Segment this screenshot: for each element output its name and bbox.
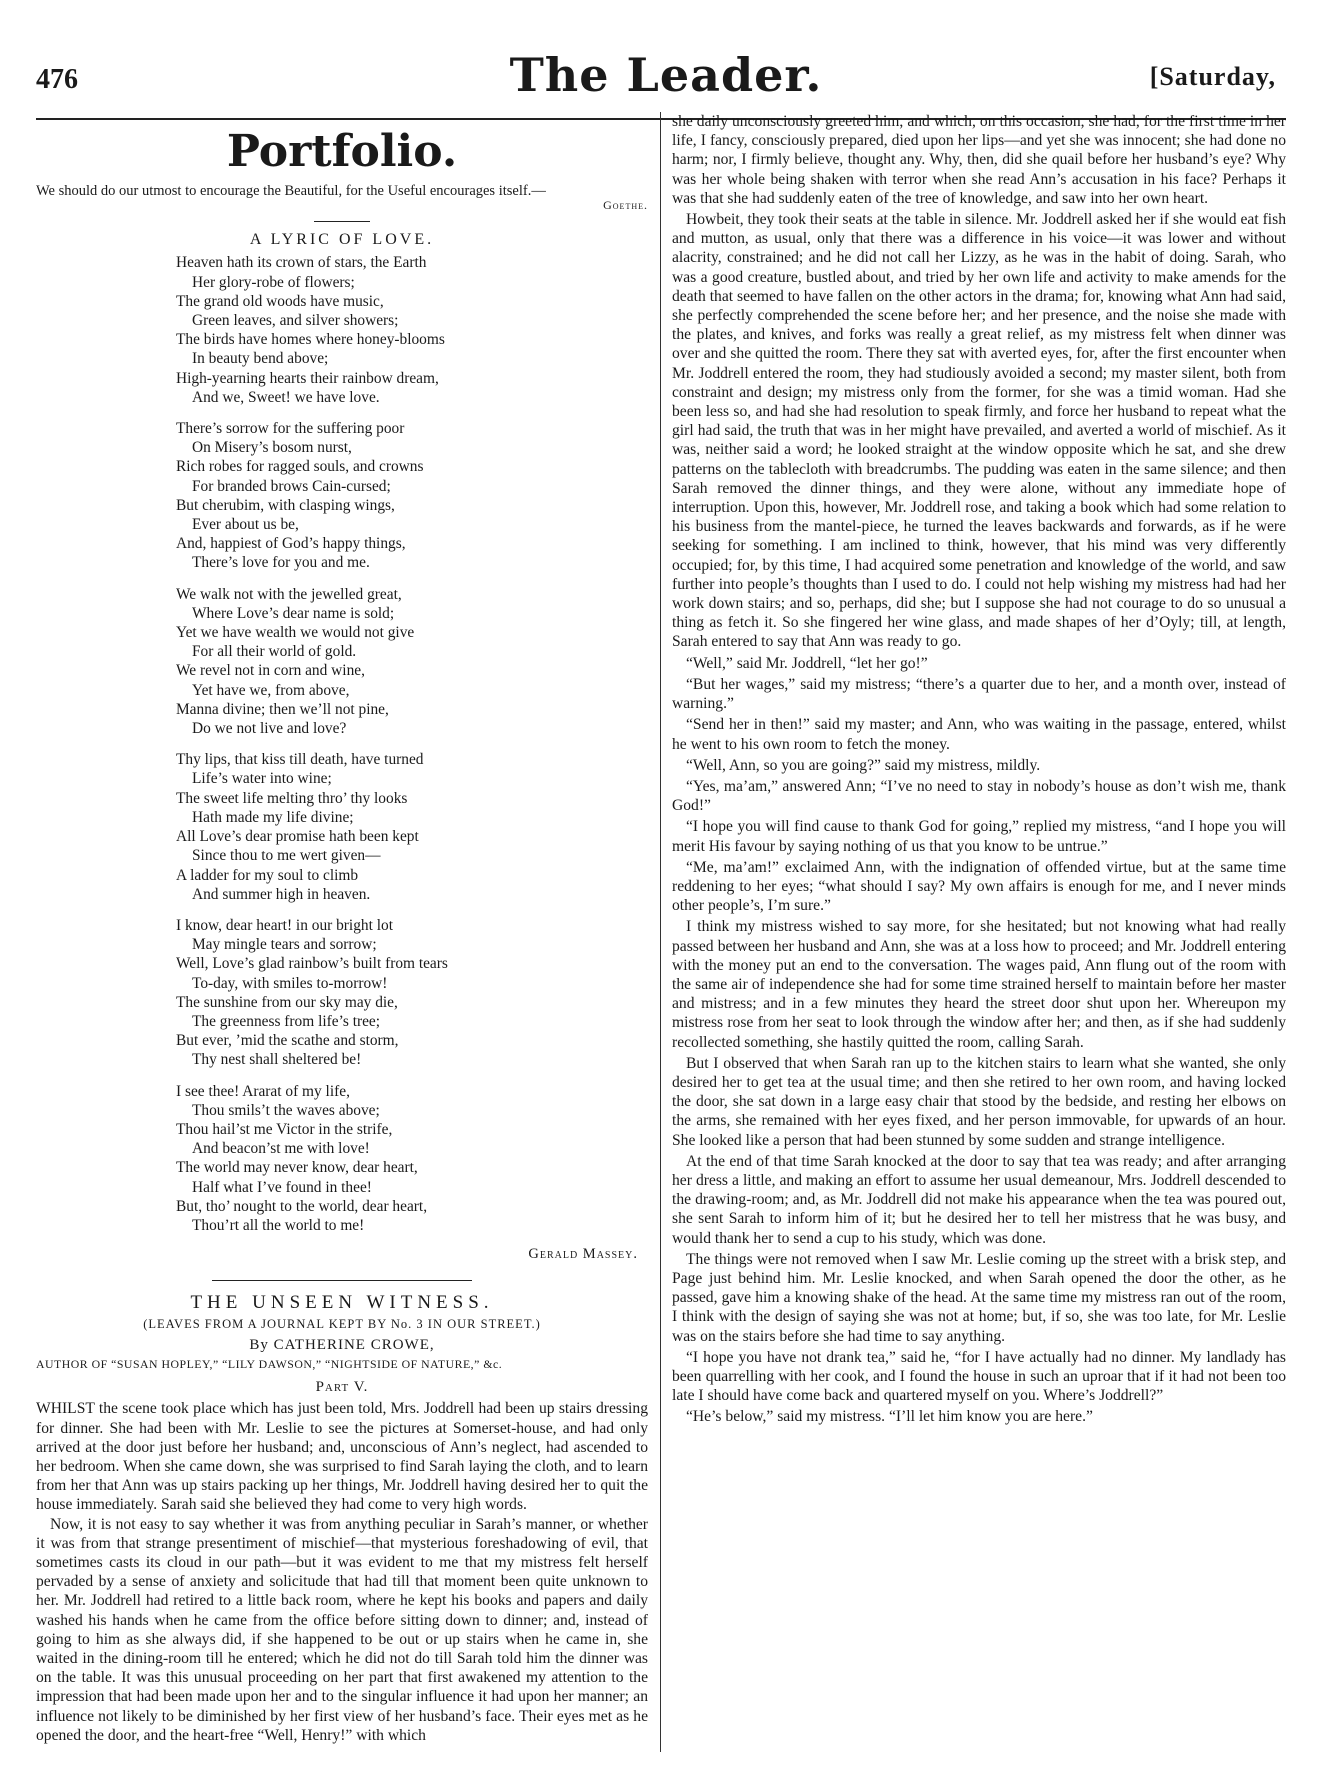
poem-line: Where Love’s dear name is sold; [192, 604, 395, 622]
poem-line: Thou’rt all the world to me! [192, 1216, 365, 1234]
poem-line: I know, dear heart! in our bright lot [176, 916, 393, 934]
story-paragraph: “Well,” said Mr. Joddrell, “let her go!” [686, 654, 928, 672]
column-divider [660, 112, 661, 1752]
epigraph: We should do our utmost to encourage the Beautiful, for the Useful encourages itself.— [36, 183, 546, 199]
story-paragraph: “I hope you have not drank tea,” said he, “for I have actually had no dinner. My landlady has been quarrelling with her cook, and I found the house in such an uproar that if it had not been too late I should have come back and quartered myself on you. Where’s Joddrell?” [672, 1348, 1286, 1405]
poem-line: Ever about us be, [192, 516, 299, 534]
poem-line: And, happiest of God’s happy things, [176, 535, 406, 553]
poem-stanza [176, 750, 648, 904]
story-body-left [36, 1399, 648, 1745]
poem-line: The grand old woods have music, [176, 292, 384, 310]
poem-line: The greenness from life’s tree; [192, 1012, 381, 1030]
poem-line: But ever, ’mid the scathe and storm, [176, 1032, 399, 1050]
poem-line: All Love’s dear promise hath been kept [176, 828, 419, 846]
poem-line: Her glory-robe of flowers; [192, 273, 355, 291]
poem-stanza [176, 253, 648, 407]
poem-line: Well, Love’s glad rainbow’s built from tears [176, 955, 448, 973]
poem-line: There’s love for you and me. [192, 554, 370, 572]
story-paragraph: The things were not removed when I saw Mr. Leslie coming up the street with a brisk step, and Page just behind him. Mr. Leslie knocked, and when Sarah opened the door the other, as he passed, gave him a knowing shake of the head. At the same time my mistress ran out of the room, I think with the design of saying she was not at home; but, if so, she was too late, for Mr. Leslie was on the stairs before she had time to say anything. [672, 1250, 1286, 1345]
poem-line: We revel not in corn and wine, [176, 662, 365, 680]
story-paragraph: “Send her in then!” said my master; and Ann, who was waiting in the passage, entered, whilst he went to his own room to fetch the money. [672, 716, 1286, 753]
page-number: 476 [36, 64, 78, 95]
epigraph-author: Goethe. [603, 198, 648, 212]
poem-line: May mingle tears and sorrow; [192, 936, 377, 954]
poem-line: Since thou to me wert given— [192, 847, 381, 865]
poem-line: Do we not live and love? [192, 720, 347, 738]
poem-line: Green leaves, and silver showers; [192, 312, 399, 330]
story-part: Part V. [315, 1379, 369, 1396]
poem-line: To-day, with smiles to-morrow! [192, 974, 388, 992]
story-paragraph: “Me, ma’am!” exclaimed Ann, with the indignation of offended virtue, but at the same time reddening to her eyes; “what should I say? My own affairs is enough for me, and I never minds other people’s, I’m sure.” [672, 858, 1286, 915]
poem-line: And summer high in heaven. [192, 885, 371, 903]
story-paragraph: But I observed that when Sarah ran up to the kitchen stairs to learn what she wanted, she only desired her to get tea at the usual time; and then she retired to her own room, and having locked the door, she sat down in a large easy chair that stood by the bedside, and resting her elbows on the arms, she remained with her eyes fixed, and her person immovable, for upwards of an hour. She looked like a person that had been stunned by some sudden and strange intelligence. [672, 1054, 1286, 1149]
poem-stanza [176, 419, 648, 573]
poem-line: Rich robes for ragged souls, and crowns [176, 458, 424, 476]
poem-stanza [176, 1082, 648, 1236]
poem-line: Thy nest shall sheltered be! [192, 1051, 362, 1069]
story-paragraph: Now, it is not easy to say whether it was from anything peculiar in Sarah’s manner, or whether it was from that strange presentiment of mischief—that mysterious foreshadowing of evil, that sometimes casts its cloud in our path—but it was evident to me that my mistress felt herself pervaded by a sense of anxiety and solicitude that had till that moment been quite unknown to her. Mr. Joddrell had retired to a little back room, where he kept his books and papers and daily washed his hands when he came from the office before sitting down to dinner; and, instead of going to him as she always did, if she happened to be out or up stairs when he came in, she waited in the dining-room till he entered; which he did not do till Sarah told him the dinner was on the table. It was this unusual proceeding on her part that first awakened my attention to the impression that had been made upon her and to the singular influence it had upon her manner; an influence not likely to be diminished by her first view of her husband’s face. Their eyes met as he opened the door, and the heart-free “Well, Henry!” with which [36, 1515, 648, 1744]
story-paragraph: WHILST the scene took place which has just been told, Mrs. Joddrell had been up stairs dressing for dinner. She had been with Mr. Leslie to see the pictures at Somerset-house, and had only arrived at the door just before her husband; and, unconscious of Ann’s neglect, had ascended to her bedroom. When she came down, she was surprised to find Sarah laying the cloth, and to learn from her that Ann was up stairs packing up her things, Mr. Joddrell having desired her to quit the house immediately. Sarah said she believed they had come to very high words. [36, 1400, 648, 1514]
poem-line: A ladder for my soul to climb [176, 866, 359, 884]
poem-line: And we, Sweet! we have love. [192, 388, 380, 406]
poem-stanza [176, 585, 648, 739]
story-paragraph: At the end of that time Sarah knocked at the door to say that tea was ready; and after arranging her dress a little, and making an effort to assume her usual demeanour, Mrs. Joddrell descended to the drawing-room; and, as Mr. Joddrell did not make his appearance when the tea was poured out, she sent Sarah to inform him of it; but he desired her to tell her mistress that he was busy, and would thank her to send a cup to his study, which was done. [672, 1152, 1286, 1247]
poem-line: There’s sorrow for the suffering poor [176, 420, 405, 438]
divider [212, 1280, 472, 1281]
poem-author: Gerald Massey. [528, 1246, 638, 1263]
poem-line: Manna divine; then we’ll not pine, [176, 700, 389, 718]
poem-line: The sunshine from our sky may die, [176, 993, 398, 1011]
poem-line: The birds have homes where honey-blooms [176, 331, 445, 349]
story-byline: By CATHERINE CROWE, [249, 1336, 435, 1353]
masthead-title: The Leader. [509, 48, 823, 102]
poem-line: The sweet life melting thro’ thy looks [176, 789, 408, 807]
story-paragraph: “Well, Ann, so you are going?” said my mistress, mildly. [686, 756, 1041, 774]
story-paragraph: “But her wages,” said my mistress; “there’s a quarter due to her, and a month over, instead of warning.” [672, 675, 1286, 713]
story-paragraph: “Yes, ma’am,” answered Ann; “I’ve no need to stay in nobody’s house as don’t wish me, thank God!” [672, 777, 1286, 815]
poem-line: In beauty bend above; [192, 350, 329, 368]
poem-line: Half what I’ve found in thee! [192, 1178, 372, 1196]
poem-line: But cherubim, with clasping wings, [176, 496, 395, 514]
poem-line: And beacon’st me with love! [192, 1140, 370, 1158]
portfolio-title: Portfolio. [226, 126, 458, 177]
poem-line: But, tho’ nought to the world, dear heart, [176, 1197, 428, 1215]
poem-line: The world may never know, dear heart, [176, 1159, 418, 1177]
issue-day: [Saturday, [1149, 62, 1276, 91]
poem-body [176, 253, 648, 1235]
left-column [36, 120, 648, 1745]
poem-line: I see thee! Ararat of my life, [176, 1082, 350, 1100]
poem-line: Hath made my life divine; [192, 808, 354, 826]
poem-line: High-yearning hearts their rainbow dream, [176, 369, 439, 387]
poem-line: Thy lips, that kiss till death, have turned [176, 751, 424, 769]
poem-line: We walk not with the jewelled great, [176, 585, 402, 603]
poem-line: Heaven hath its crown of stars, the Earth [176, 254, 427, 272]
story-paragraph: Howbeit, they took their seats at the table in silence. Mr. Joddrell asked her if she would eat fish and mutton, as usual, only that there was a difference in his voice—it was lower and without alacrity, constrained; and he did not call her Lizzy, as he was in the habit of doing. Sarah, who was a good creature, bustled about, and tried by her own life and activity to make amends for the death that seemed to have fallen on the other actors in the drama; for, knowing what Ann had said, she perfectly comprehended the scene before her; and her presence, and the noise she made with the plates, and knives, and forks was really a great relief, as my mistress felt when dinner was over and she quitted the room. There they sat with averted eyes, for, after the first encounter when Mr. Joddrell entered the room, they had studiously avoided a second; my master silent, both from constraint and design; my mistress only from the former, for she was a timid woman. Had she been less so, and had she had resolution to speak firmly, and force her husband to repeat what the girl had said, the truth that was in her might have prevailed, and averted a world of mischief. As it was, neither said a word; he looked straight at the window opposite which he sat, and she drew patterns on the tablecloth with breadcrumbs. The pudding was eaten in the same silence; and then Sarah removed the dinner things, and they were alone, without any immediate hope of interruption. Upon this, however, Mr. Joddrell rose, and taking a book which had some relation to his business from the mantel-piece, he turned the leaves backwards and forwards, as if he were seeking for something. I am inclined to think, however, that his mind was very differently occupied; for, by this time, I had acquired some penetration and knowledge of the world, and saw further into people’s thoughts than I used to do. I could not help wishing my mistress had had her work down stairs; and so, perhaps, did she; but I suppose she had not courage to do so unusual a thing as fetch it. So she fingered her wine glass, and made shapes of her d’Oyly; till, at length, Sarah entered to say that Ann was ready to go. [672, 211, 1286, 651]
story-paragraph: she daily unconsciously greeted him, and which, on this occasion, she had, for the first time in her life, I fancy, consciously prepared, died upon her lips—and yet she was innocent; she had done no harm; nor, I firmly believe, thought any. Why, then, did she quail before her husband’s eye? Why was her whole being shaken with terror when she read Ann’s accusation in his face? Perhaps it was that she had suddenly eaten of the tree of knowledge, and saw into her own heart. [672, 113, 1286, 207]
story-subtitle: (LEAVES FROM A JOURNAL KEPT BY No. 3 IN OUR STREET.) [143, 1316, 541, 1331]
page-header [36, 48, 1286, 118]
story-body-right [672, 112, 1286, 1427]
poem-stanza [176, 916, 648, 1070]
right-column [672, 112, 1286, 1429]
story-author-credits: AUTHOR OF “SUSAN HOPLEY,” “LILY DAWSON,” “NIGHTSIDE OF NATURE,” &c. [36, 1356, 503, 1371]
poem-line: Yet we have wealth we would not give [176, 624, 415, 642]
poem-line: Thou hail’st me Victor in the strife, [176, 1120, 393, 1138]
story-title: THE UNSEEN WITNESS. [190, 1292, 494, 1314]
poem-line: For branded brows Cain-cursed; [192, 477, 391, 495]
story-paragraph: “He’s below,” said my mistress. “I’ll let him know you are here.” [686, 1408, 1093, 1426]
poem-line: Thou smils’t the waves above; [192, 1101, 380, 1119]
poem-line: Yet have we, from above, [192, 681, 350, 699]
poem-line: For all their world of gold. [192, 643, 357, 661]
story-paragraph: “I hope you will find cause to thank God for going,” replied my mistress, “and I hope you will merit His favour by saying nothing of us that you know to be untrue.” [672, 818, 1286, 855]
divider [314, 221, 370, 222]
poem-line: On Misery’s bosom nurst, [192, 439, 352, 457]
poem-title: A LYRIC OF LOVE. [249, 231, 435, 249]
poem-line: Life’s water into wine; [192, 770, 332, 788]
story-paragraph: I think my mistress wished to say more, for she hesitated; but not knowing what had really passed between her husband and Ann, she was at a loss how to proceed; and Mr. Joddrell entering with the money put an end to the conversation. The wages paid, Ann flung out of the room with the same air of independence she had for some time strained herself to maintain before her master and mistress; and in a few minutes they heard the street door shut upon her. Whereupon my mistress rose from her seat to look through the window after her; and then, as if she had suddenly recollected something, she hastily quitted the room, calling Sarah. [672, 918, 1286, 1051]
